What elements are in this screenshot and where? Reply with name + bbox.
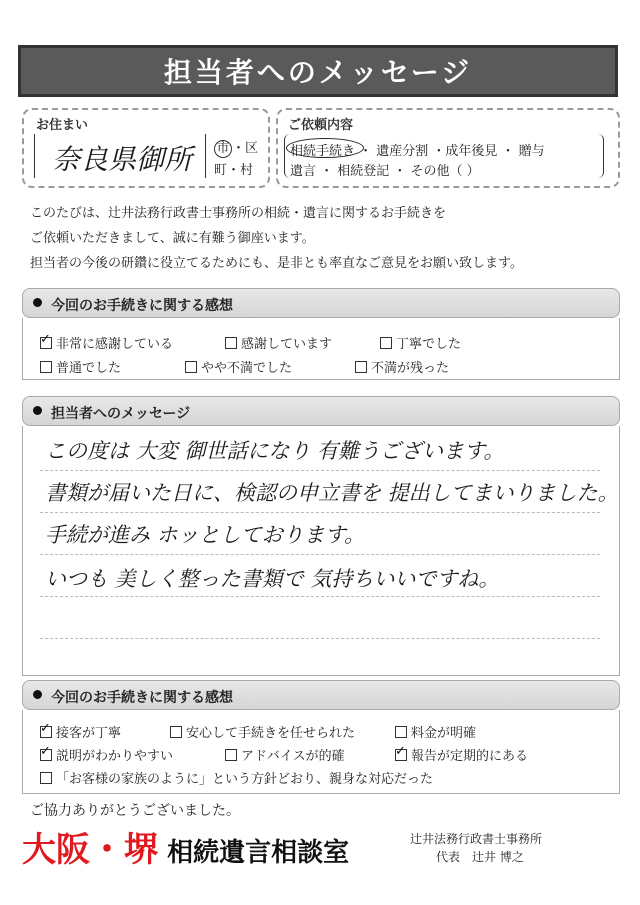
section2-header [22, 396, 620, 426]
intro-line-1: このたびは、辻井法務行政書士事務所の相続・遺言に関するお手続きを [30, 206, 447, 221]
message-line-2: 書類が届いた日に、検認の申立書を 提出してまいりました。 [45, 481, 619, 505]
checkbox-checked[interactable] [40, 749, 52, 761]
checkbox-checked[interactable] [40, 726, 52, 738]
opt-clear-explanation[interactable]: ✓説明がわかりやすい [40, 745, 173, 764]
section2-heading: 担当者へのメッセージ [51, 406, 191, 422]
opt-normal[interactable]: 普通でした [40, 357, 121, 376]
checkbox[interactable] [185, 361, 197, 373]
message-line-3: 手続が進み ホッとしております。 [45, 523, 365, 547]
opt-clear-fee[interactable]: 料金が明確 [395, 722, 476, 741]
request-label: ご依頼内容 [288, 118, 354, 133]
checkbox[interactable] [355, 361, 367, 373]
opt-family-like[interactable]: 「お客様の家族のように」という方針どおり、親身な対応だった [40, 768, 433, 787]
ruled-line [40, 554, 600, 555]
checkbox[interactable] [170, 726, 182, 738]
message-line-4: いつも 美しく整った書類で 気持ちいいですね。 [45, 567, 500, 591]
opt-regular-reports[interactable]: ✓ 報告が定期的にある [395, 745, 528, 764]
opt-trust[interactable]: 安心して手続きを任せられた [170, 722, 355, 741]
address-handwritten: 奈良県御所 [52, 143, 193, 176]
address-units [214, 138, 258, 182]
intro-line-2: ご依頼いただきまして、誠に有難う御座います。 [30, 231, 315, 246]
brand-black-text: 相続遺言相談室 [167, 838, 350, 868]
page-title-bar [18, 45, 618, 97]
bullet-icon [33, 690, 42, 699]
request-line2: 遺言 ・ 相続登記 ・ その他（ ） [290, 164, 480, 179]
opt-dissatisfied[interactable]: 不満が残った [355, 357, 449, 376]
unit-town-village: 町・村 [214, 163, 254, 178]
address-label: お住まい [36, 118, 89, 133]
checkbox[interactable] [40, 361, 52, 373]
intro-line-3: 担当者の今後の研鑽に役立てるためにも、是非とも率直なご意見をお願い致します。 [30, 256, 523, 271]
brand-red-text: 大阪・堺 [22, 830, 158, 870]
ruled-line [40, 512, 600, 513]
section1-header [22, 288, 620, 318]
checkbox-checked[interactable] [395, 749, 407, 761]
section3-header [22, 680, 620, 710]
opt-courteous-service[interactable]: ✓接客が丁寧 [40, 722, 121, 741]
ruled-line [40, 638, 600, 639]
checkbox[interactable] [380, 337, 392, 349]
circled-city-unit: 市 [214, 140, 232, 158]
footer-rep: 代表 辻井 博之 [436, 850, 524, 864]
opt-good-advice[interactable]: アドバイスが的確 [225, 745, 345, 764]
section3-heading: 今回のお手続きに関する感想 [51, 690, 233, 706]
checkbox[interactable] [225, 749, 237, 761]
footer-brand [22, 822, 349, 871]
message-line-1: この度は 大変 御世話になり 有難うございます。 [45, 439, 505, 463]
opt-grateful[interactable]: 感謝しています [225, 333, 332, 352]
unit-ward: ・区 [232, 141, 259, 156]
request-line1: 相続手続き ・ 遺産分割 ・成年後見 ・ 贈与 [290, 144, 545, 159]
checkbox-checked[interactable] [40, 337, 52, 349]
bullet-icon [33, 406, 42, 415]
section1-heading: 今回のお手続きに関する感想 [51, 298, 233, 314]
checkbox[interactable] [40, 772, 52, 784]
ruled-line [40, 470, 600, 471]
page-title: 担当者へのメッセージ [163, 56, 473, 89]
ruled-line [40, 596, 600, 597]
footer-thanks: ご協力ありがとうございました。 [30, 803, 240, 819]
opt-polite[interactable]: 丁寧でした [380, 333, 461, 352]
footer-office: 辻井法務行政書士事務所 [410, 832, 543, 846]
opt-slightly-dissatisfied[interactable]: やや不満でした [185, 357, 292, 376]
checkbox[interactable] [225, 337, 237, 349]
opt-very-grateful[interactable]: ✓非常に感謝している [40, 333, 173, 352]
checkbox[interactable] [395, 726, 407, 738]
bullet-icon [33, 298, 42, 307]
